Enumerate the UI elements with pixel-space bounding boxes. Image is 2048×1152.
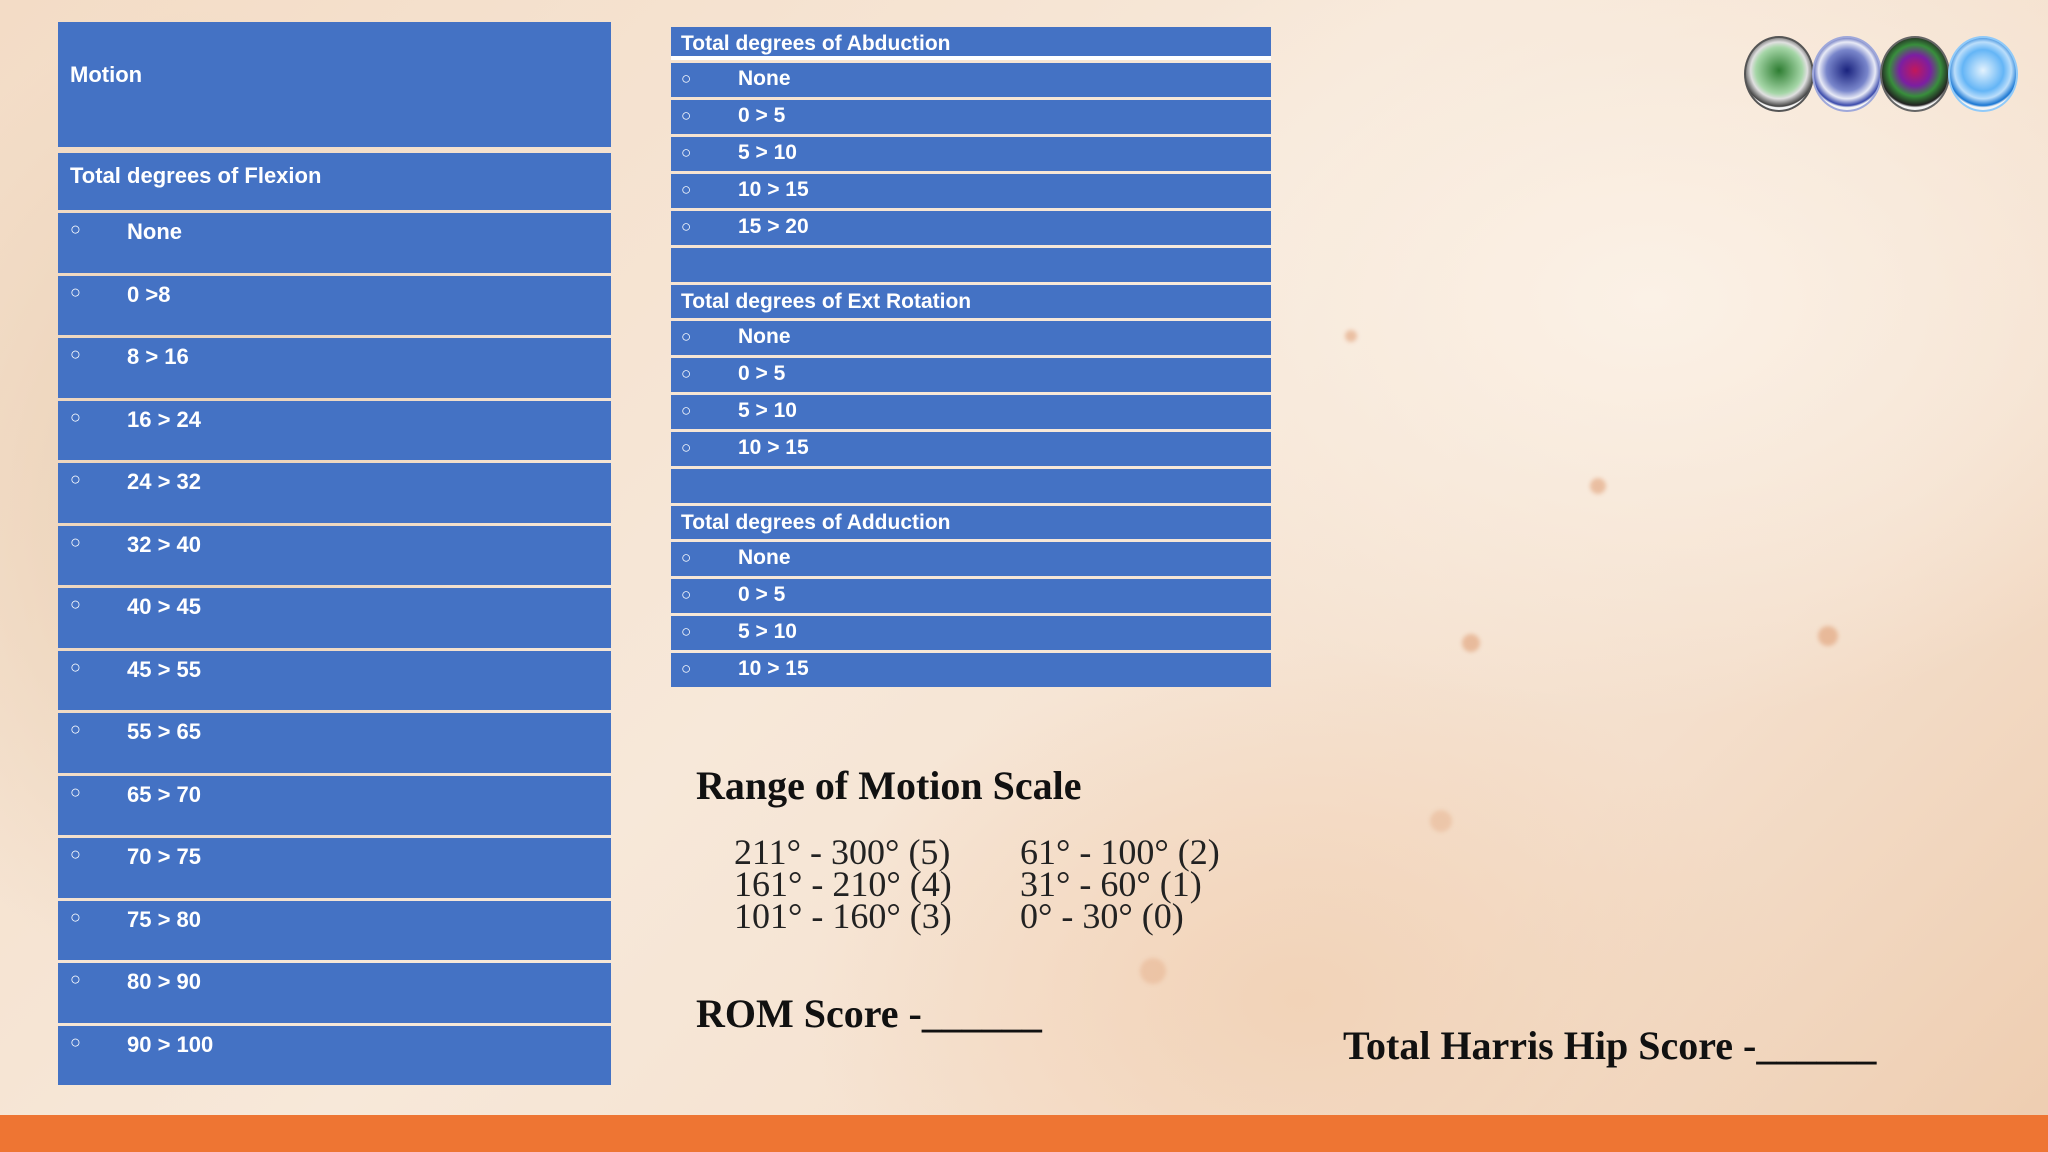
radio-circle-icon[interactable]: ○ — [681, 401, 692, 420]
state-emblem-logo — [1744, 36, 1814, 112]
flexion-option[interactable] — [58, 713, 611, 773]
total-harris-hip-score-field[interactable]: Total Harris Hip Score -______ — [1343, 1023, 1877, 1068]
rom-scale-left-column — [734, 832, 952, 936]
background-dot — [1462, 634, 1480, 652]
adduction-option[interactable] — [671, 579, 1271, 613]
radio-circle-icon[interactable]: ○ — [681, 585, 692, 604]
ext-rotation-option[interactable] — [671, 358, 1271, 392]
abduction-option[interactable] — [671, 211, 1271, 245]
radio-circle-icon[interactable]: ○ — [681, 622, 692, 641]
flexion-option[interactable] — [58, 776, 611, 836]
radio-circle-icon[interactable]: ○ — [70, 219, 81, 239]
flexion-option-label: 32 > 40 — [127, 531, 202, 557]
flexion-option[interactable] — [58, 463, 611, 523]
rom-scale-entry: 61° - 100° (2) — [1020, 832, 1220, 872]
background-dot — [1345, 330, 1357, 342]
radio-circle-icon[interactable]: ○ — [70, 844, 81, 864]
abduction-rotation-adduction-table — [671, 27, 1271, 687]
rom-scale-entry: 161° - 210° (4) — [734, 864, 952, 904]
background-dot — [1430, 810, 1452, 832]
radio-circle-icon[interactable]: ○ — [70, 906, 81, 927]
radio-circle-icon[interactable]: ○ — [70, 531, 81, 552]
flexion-option-label: None — [127, 219, 182, 244]
flexion-option[interactable] — [58, 401, 611, 461]
abduction-option[interactable] — [671, 63, 1271, 97]
radio-circle-icon[interactable]: ○ — [70, 281, 81, 302]
rom-scale-title: Range of Motion Scale — [696, 763, 1082, 808]
adduction-option[interactable] — [671, 542, 1271, 576]
radio-circle-icon[interactable]: ○ — [681, 659, 692, 678]
radio-circle-icon[interactable]: ○ — [681, 69, 692, 88]
flexion-panel — [58, 22, 611, 1085]
radio-circle-icon[interactable]: ○ — [70, 719, 81, 739]
flexion-option[interactable] — [58, 338, 611, 398]
adduction-option-label: 10 > 15 — [738, 657, 809, 680]
flexion-option[interactable] — [58, 276, 611, 336]
blank-row — [671, 248, 1271, 282]
abduction-heading: Total degrees of Abduction — [671, 27, 1271, 60]
abduction-option-label: 0 > 5 — [738, 104, 786, 127]
ext-rotation-option-label: 10 > 15 — [738, 436, 809, 459]
association-logo — [1880, 36, 1950, 112]
abduction-option[interactable] — [671, 174, 1271, 208]
flexion-option-label: 16 > 24 — [127, 406, 202, 432]
blank-row — [671, 469, 1271, 503]
flexion-option[interactable] — [58, 651, 611, 711]
abduction-option[interactable] — [671, 137, 1271, 171]
ext-rotation-option[interactable] — [671, 432, 1271, 466]
ext-rotation-heading: Total degrees of Ext Rotation — [671, 285, 1271, 318]
radio-circle-icon[interactable]: ○ — [70, 594, 81, 614]
adduction-option-label: None — [738, 546, 791, 569]
radio-circle-icon[interactable]: ○ — [70, 344, 81, 364]
flexion-option[interactable] — [58, 213, 611, 273]
flexion-option[interactable] — [58, 963, 611, 1023]
ext-rotation-option-label: 5 > 10 — [738, 399, 797, 422]
ext-rotation-option[interactable] — [671, 321, 1271, 355]
radio-circle-icon[interactable]: ○ — [70, 1031, 81, 1052]
flexion-option[interactable] — [58, 588, 611, 648]
adduction-option-label: 0 > 5 — [738, 583, 786, 606]
rom-scale-entry: 211° - 300° (5) — [734, 832, 951, 872]
motion-heading: Motion — [58, 22, 611, 147]
background-dot — [1140, 958, 1166, 984]
adduction-option[interactable] — [671, 616, 1271, 650]
abduction-option-label: 5 > 10 — [738, 141, 797, 164]
radio-circle-icon[interactable]: ○ — [70, 469, 81, 489]
radio-circle-icon[interactable]: ○ — [681, 217, 692, 236]
radio-circle-icon[interactable]: ○ — [70, 656, 81, 677]
adduction-heading: Total degrees of Adduction — [671, 506, 1271, 539]
radio-circle-icon[interactable]: ○ — [681, 106, 692, 125]
radio-circle-icon[interactable]: ○ — [681, 327, 692, 346]
ext-rotation-option-label: 0 > 5 — [738, 362, 786, 385]
radio-circle-icon[interactable]: ○ — [681, 364, 692, 383]
ext-rotation-option[interactable] — [671, 395, 1271, 429]
abduction-option-label: None — [738, 67, 791, 90]
flexion-heading: Total degrees of Flexion — [58, 153, 611, 210]
flexion-option-label: 0 >8 — [127, 281, 171, 307]
flexion-option-label: 80 > 90 — [127, 969, 202, 994]
flexion-option-label: 75 > 80 — [127, 906, 202, 932]
radio-circle-icon[interactable]: ○ — [70, 781, 81, 802]
radio-circle-icon[interactable]: ○ — [681, 548, 692, 567]
flexion-option-label: 65 > 70 — [127, 781, 202, 807]
flexion-option-label: 24 > 32 — [127, 469, 202, 494]
rom-score-field[interactable]: ROM Score -______ — [696, 991, 1042, 1036]
adduction-option-label: 5 > 10 — [738, 620, 797, 643]
abduction-option-label: 15 > 20 — [738, 215, 809, 238]
abduction-option[interactable] — [671, 100, 1271, 134]
radio-circle-icon[interactable]: ○ — [70, 406, 81, 427]
adduction-option[interactable] — [671, 653, 1271, 687]
flexion-option-label: 40 > 45 — [127, 594, 202, 619]
flexion-option-label: 70 > 75 — [127, 844, 202, 869]
radio-circle-icon[interactable]: ○ — [681, 143, 692, 162]
rom-scale-entry: 31° - 60° (1) — [1020, 864, 1202, 904]
rom-scale-entry: 0° - 30° (0) — [1020, 896, 1184, 936]
flexion-option[interactable] — [58, 838, 611, 898]
radio-circle-icon[interactable]: ○ — [681, 180, 692, 199]
radio-circle-icon[interactable]: ○ — [681, 438, 692, 457]
radio-circle-icon[interactable]: ○ — [70, 969, 81, 989]
flexion-option[interactable] — [58, 526, 611, 586]
bottom-accent-bar — [0, 1115, 2048, 1152]
flexion-option[interactable] — [58, 901, 611, 961]
background-dot — [1590, 478, 1606, 494]
flexion-option[interactable] — [58, 1026, 611, 1086]
flexion-option-label: 45 > 55 — [127, 656, 202, 682]
flexion-option-label: 90 > 100 — [127, 1031, 214, 1057]
background-dot — [1818, 626, 1838, 646]
flexion-option-label: 55 > 65 — [127, 719, 202, 744]
rom-scale-right-column — [1020, 832, 1220, 936]
abduction-option-label: 10 > 15 — [738, 178, 809, 201]
ext-rotation-option-label: None — [738, 325, 791, 348]
university-seal-logo — [1812, 36, 1882, 112]
flexion-option-label: 8 > 16 — [127, 344, 189, 369]
rom-scale-entry: 101° - 160° (3) — [734, 896, 952, 936]
institute-logo — [1948, 36, 2018, 112]
